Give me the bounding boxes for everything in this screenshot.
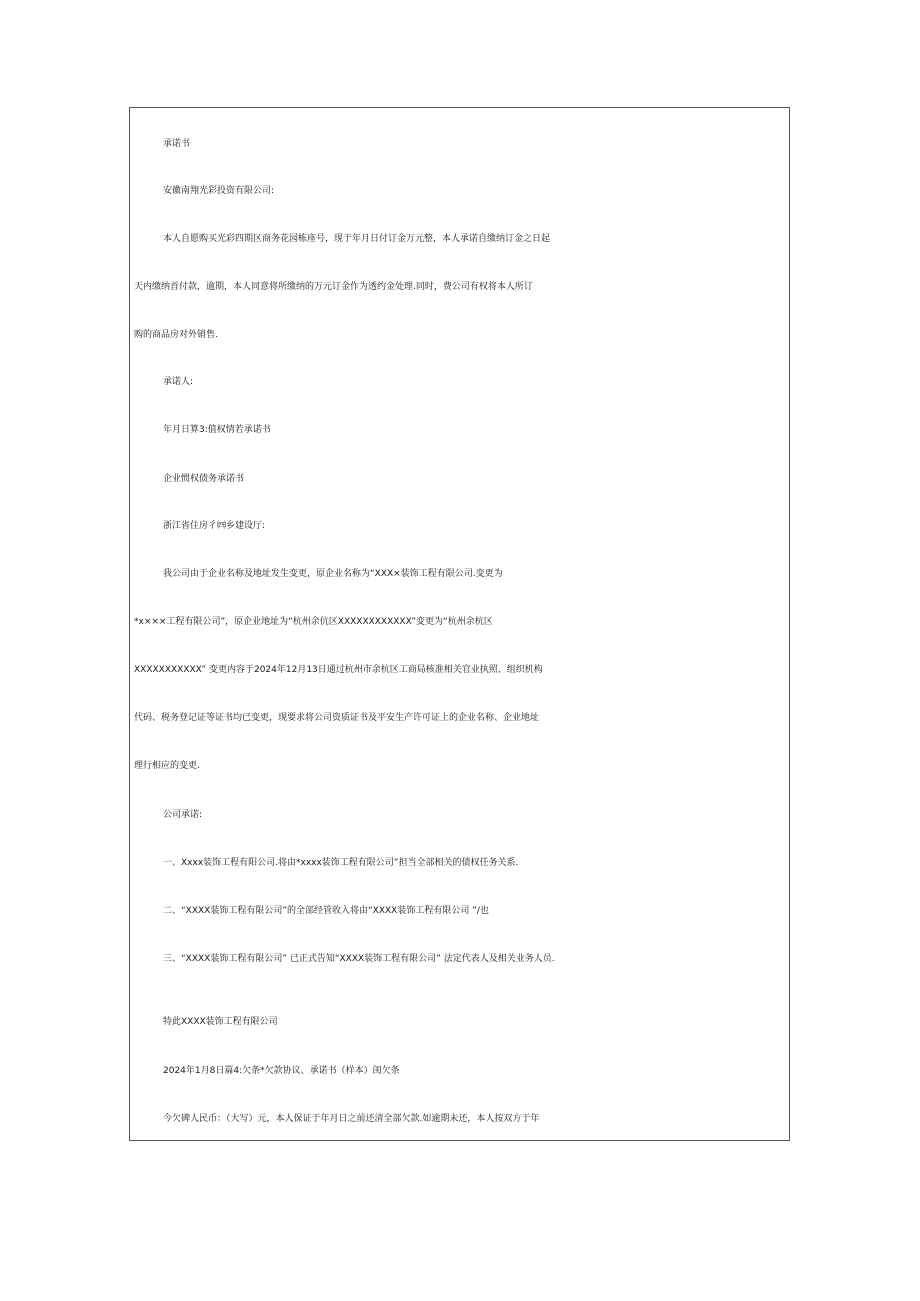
date-heading-line: 年月日算3:值权情若承诺书 [163, 425, 271, 435]
paragraph-line: *x×××工程有限公司”，原企业地址为“杭州余伉区XXXXXXXXXXXX”变更为“杭州余杭区 [134, 617, 493, 627]
doc-title: 承诺书 [163, 139, 191, 149]
date-heading-line: 2024年1月8日篇4:欠条*欠款协议、承诺书（样本）闺欠条 [163, 1066, 400, 1076]
commitment-heading: 公司承诺: [163, 810, 203, 820]
commitment-item: 一、Xxxx装饰工程有阳公司.将由*xxxx装饰工程有限公司”担当全部相关的债权任务关系. [163, 858, 519, 868]
paragraph-line: XXXXXXXXXXX” 变更内容于2024年12月13日通过杭州市余杭区工商局核准相关官业执照、组织机构 [134, 665, 543, 675]
paragraph-line: 代码、税务登记证等证书均已变更，现要求将公司资质证书及平安生产许可证上的企业名称、企业地址 [134, 713, 540, 723]
closing-line: 特此XXXX装饰工程有限公司 [163, 1017, 278, 1027]
signer-line: 承诺人: [163, 377, 194, 387]
paragraph-line: 天内缴纳首付款，逾期，本人同意将所缴纳的万元订金作为透约金处理.同时，费公司有权将本人所订 [134, 282, 533, 292]
paragraph-line: 本人自愿购买光彩四期区商务花园栋座号，现于年月日付订金万元整，本人承诺自缴纳订金之日起 [163, 234, 551, 244]
addressee-line: 浙江省住房彳㈣乡建设厅: [163, 521, 266, 531]
paragraph-line: 我公司由于企业名称及地址发生变更，原企业名称为“XXX×装饰工程有限公司.变更为 [163, 569, 503, 579]
addressee-line: 安徽南翔光彩投资有限公司: [163, 186, 275, 196]
paragraph-line: 理行相应的变更. [134, 761, 200, 771]
commitment-item: 三、“XXXX装饰工程有限公司” 已正式告知“XXXX装饰工程有限公司” 法定代表人及相关业务人员. [163, 954, 555, 964]
paragraph-line: 今欠碑人民币：（大写）元，本人保证于年月日之前还清全部欠款.如逾期未还，本人按双方于年 [163, 1114, 540, 1124]
section-title: 企业惯权债务承诺书 [163, 474, 245, 484]
paragraph-line: 购的商品房对外销售. [134, 330, 218, 340]
document-frame [129, 107, 790, 1141]
commitment-item: 二、“XXXX装饰工程有限公司”的全部经管收入将由“XXXX装饰工程有限公司 ”/也 [163, 906, 489, 916]
